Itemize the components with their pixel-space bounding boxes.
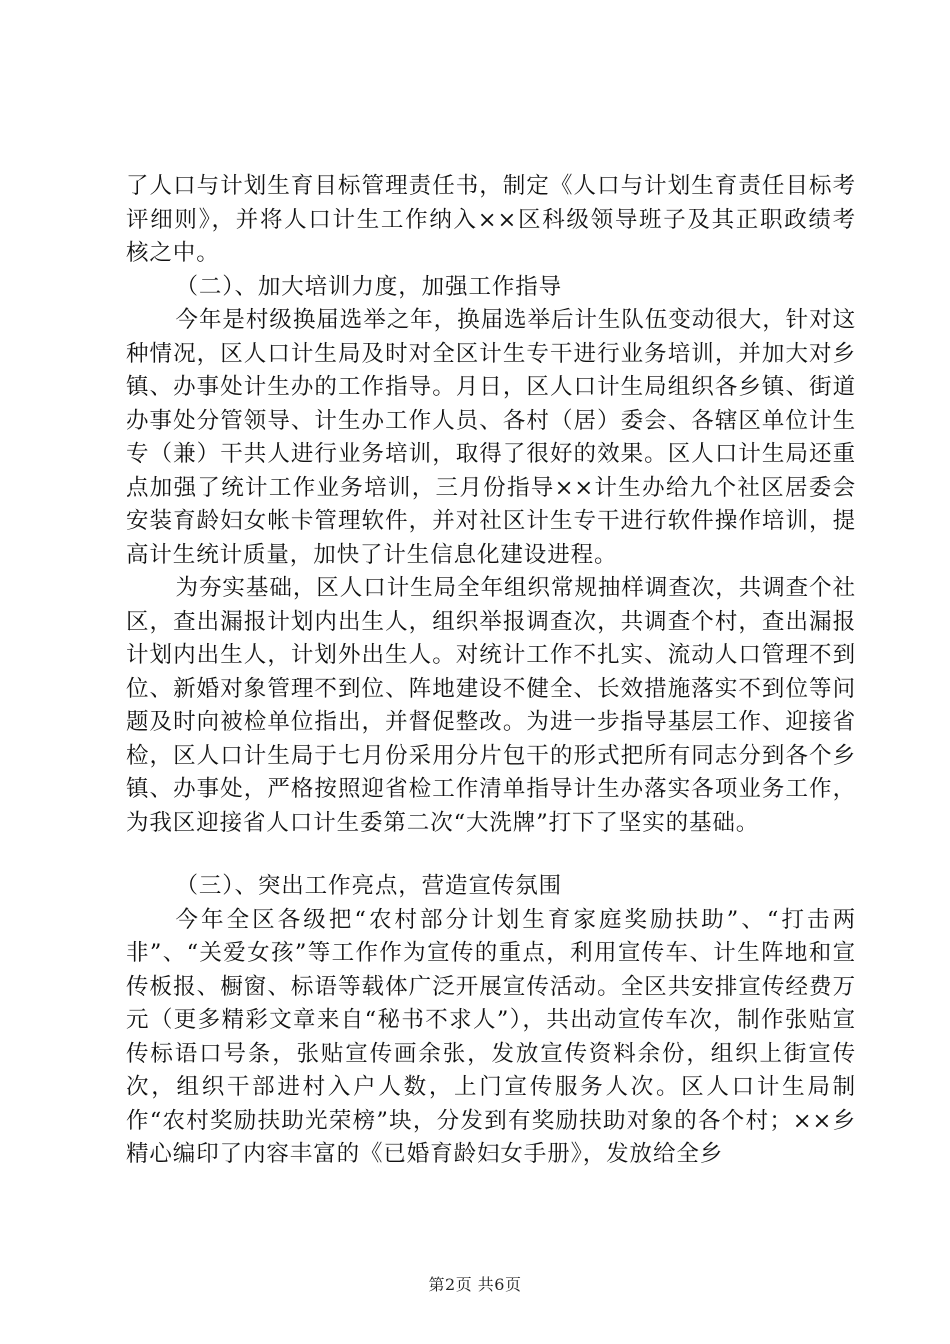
section-heading-publicity: （三）、突出工作亮点，营造宣传氛围: [175, 873, 563, 899]
paragraph-gap: [126, 840, 856, 870]
paragraph-training: 今年是村级换届选举之年，换届选举后计生队伍变动很大，针对这种情况，区人口计生局及时对全区计生专干进行业务培训，并加大对乡镇、办事处计生办的工作指导。月日，区人口计生局组织各乡镇、街道办事处分管领导、计生办工作人员、各村（居）委会、各辖区单位计生专（兼）干共人进行业务培训，取得了很好的效果。区人口计生局还重点加强了统计工作业务培训，三月份指导××计生办给九个社区居委会安装育龄妇女帐卡管理软件，并对社区计生专干进行软件操作培训，提高计生统计质量，加快了计生信息化建设进程。: [126, 307, 856, 568]
document-body: [126, 170, 856, 1172]
paragraph-foundation: 为夯实基础，区人口计生局全年组织常规抽样调查次，共调查个社区，查出漏报计划内出生人，组织举报调查次，共调查个村，查出漏报计划内出生人，计划外出生人。对统计工作不扎实、流动人口管理不到位、新婚对象管理不到位、阵地建设不健全、长效措施落实不到位等问题及时向被检单位指出，并督促整改。为进一步指导基层工作、迎接省检，区人口计生局于七月份采用分片包干的形式把所有同志分到各个乡镇、办事处，严格按照迎省检工作清单指导计生办落实各项业务工作，为我区迎接省人口计生委第二次“大洗牌”打下了坚实的基础。: [126, 575, 856, 836]
paragraph-publicity: 今年全区各级把“农村部分计划生育家庭奖励扶助”、“打击两非”、“关爱女孩”等工作作为宣传的重点，利用宣传车、计生阵地和宣传板报、橱窗、标语等载体广泛开展宣传活动。全区共安排宣传经费万元（更多精彩文章来自“秘书不求人”），共出动宣传车次，制作张贴宣传标语口号条，张贴宣传画余张，发放宣传资料余份，组织上街宣传次，组织干部进村入户人数，上门宣传服务人次。区人口计生局制作“农村奖励扶助光荣榜”块，分发到有奖励扶助对象的各个村；××乡精心编印了内容丰富的《已婚育龄妇女手册》，发放给全乡: [126, 906, 856, 1167]
page-number-footer: 第2页 共6页: [428, 1275, 522, 1294]
section-heading-training: （二）、加大培训力度，加强工作指导: [175, 273, 563, 300]
paragraph-continuation: 了人口与计划生育目标管理责任书，制定《人口与计划生育责任目标考评细则》，并将人口计生工作纳入××区科级领导班子及其正职政绩考核之中。: [126, 173, 856, 266]
